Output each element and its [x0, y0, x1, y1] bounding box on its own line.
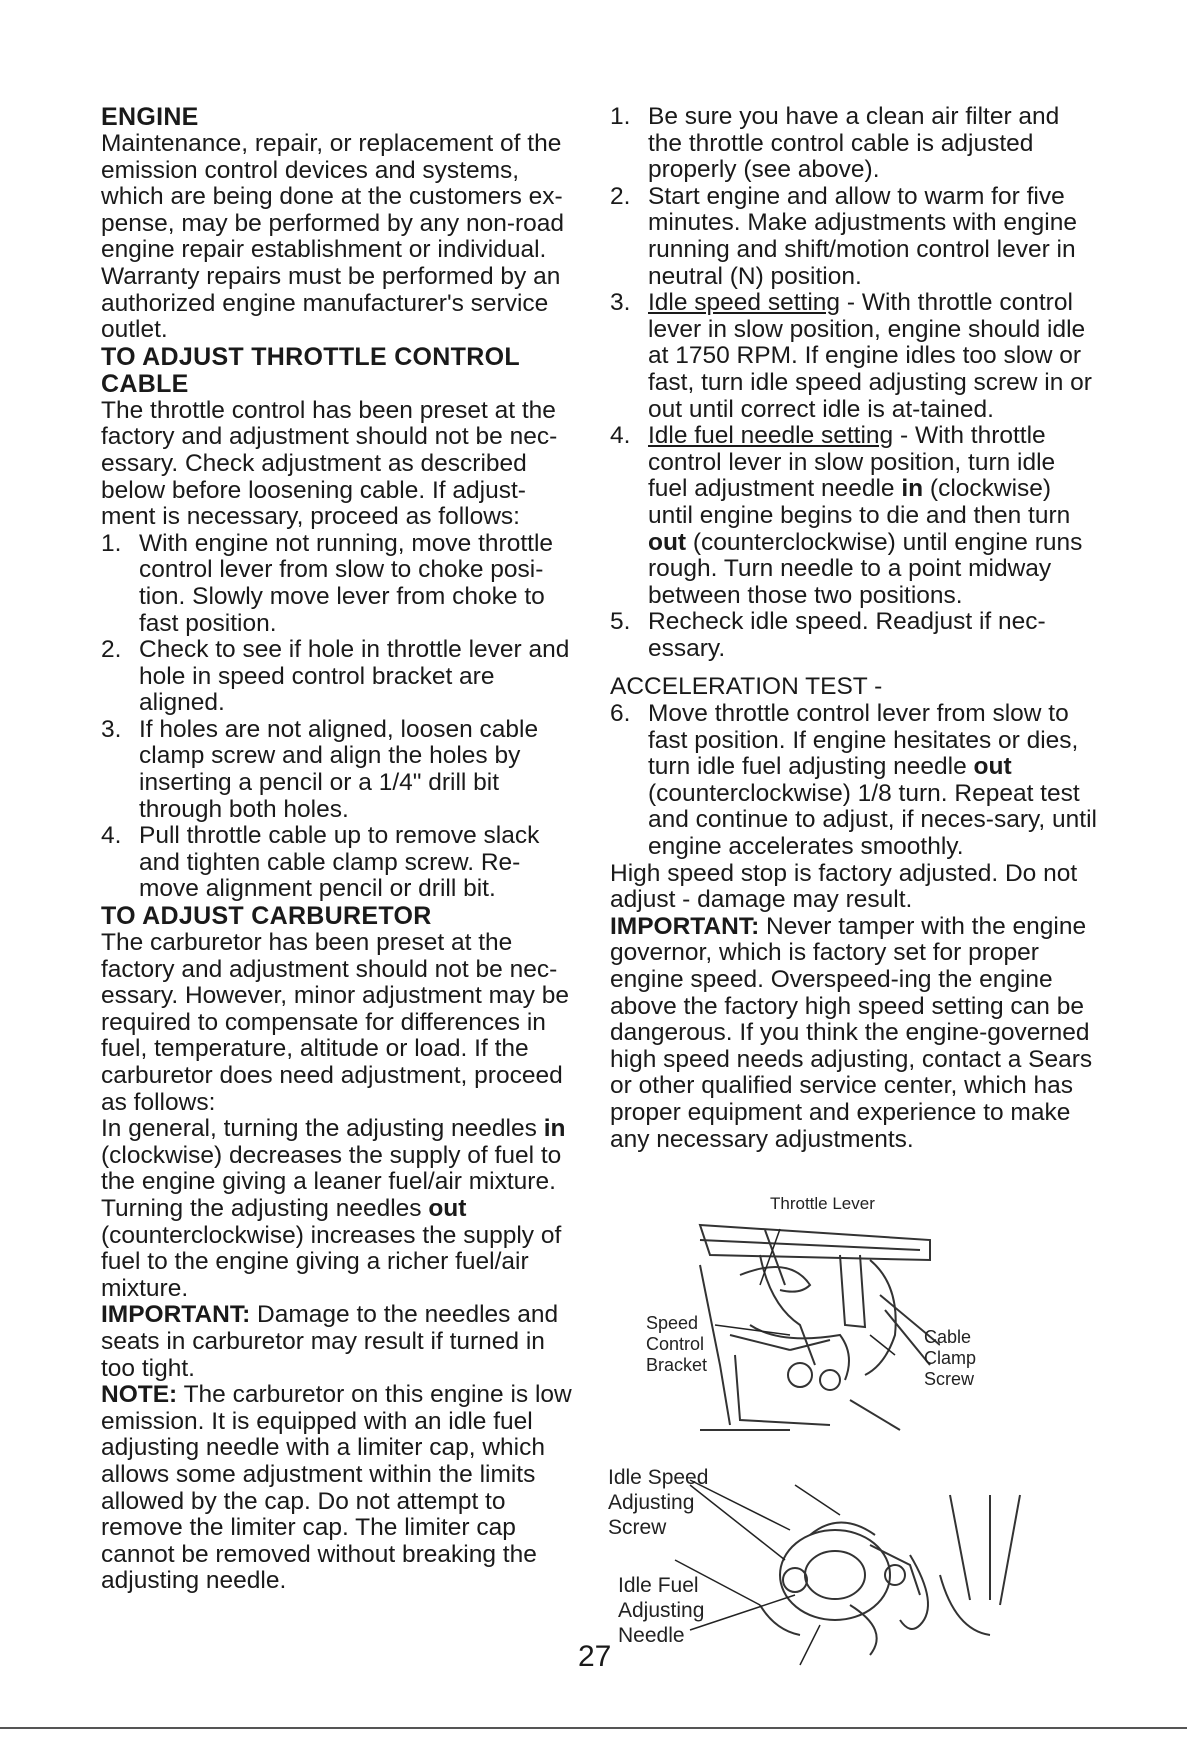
- acceleration-steps: [610, 701, 1100, 861]
- cable-clamp-screw-label: Cable Clamp Screw: [924, 1327, 977, 1389]
- idle-fuel-needle-label: Idle Fuel Adjusting Needle: [618, 1574, 705, 1647]
- list-item: 2. Start engine and allow to warm for five minutes. Make adjustments with engine running and shift/motion control lever in neutral (N) position.: [610, 182, 1077, 290]
- acceleration-heading: ACCELERATION TEST -: [610, 673, 883, 701]
- throttle-steps: [101, 531, 576, 903]
- throttle-paragraph: The throttle control has been preset at the factory and adjustment should not be nec-essary. Check adjustment as described below before loosening cable. If adjust-ment is necessary, proceed as follows:: [101, 396, 558, 531]
- list-item: 3. If holes are not aligned, loosen cable clamp screw and align the holes by inserting a pencil or a 1/4" drill bit through both holes.: [101, 715, 539, 823]
- right-column: [610, 104, 1100, 1153]
- list-item: 3. Idle speed setting - With throttle control lever in slow position, engine should idle at 1750 RPM. If engine idles too slow or fast, turn idle speed adjusting screw in or out until correct idle is at-tained.: [610, 289, 1092, 423]
- page-number: 27: [578, 1640, 612, 1673]
- list-item: 1. Be sure you have a clean air filter and the throttle control cable is adjusted properly (see above).: [610, 103, 1060, 184]
- carburetor-paragraph: The carburetor has been preset at the factory and adjustment should not be nec-essary. However, minor adjustment may be required to compensate for differences in fuel, temperature, altitude or load. If the carburetor does need adjustment, proceed as follows:: [101, 929, 569, 1116]
- important-note: IMPORTANT: Damage to the needles and seats in carburetor may result if turned in too tight.: [101, 1301, 559, 1382]
- governor-important-note: IMPORTANT: Never tamper with the engine governor, which is factory set for proper engine speed. Overspeed-ing the engine above the factory high speed setting can be dangerous. If you think the engine-governed high speed needs adjusting, contact a Sears or other qualified service center, which has proper equipment and experience to make any necessary adjustments.: [610, 912, 1093, 1153]
- speed-control-bracket-label: Speed Control Bracket: [646, 1313, 708, 1375]
- engine-paragraph: Maintenance, repair, or replacement of the emission control devices and systems, which are being done at the customers ex-pense, may be performed by any non-road engine repair establishment or individual. Warranty repairs must be performed by an authorized engine manufacturer's service outlet.: [101, 130, 565, 344]
- left-column: [101, 104, 576, 1595]
- carburetor-steps: [610, 104, 1100, 662]
- list-item: 2. Check to see if hole in throttle lever and hole in speed control bracket are aligned.: [101, 636, 570, 717]
- throttle-heading: TO ADJUST THROTTLE CONTROL CABLE: [101, 342, 520, 398]
- carburetor-heading: TO ADJUST CARBURETOR: [101, 902, 432, 931]
- bottom-rule: [0, 1727, 1187, 1729]
- list-item: 4. Pull throttle cable up to remove slack and tighten cable clamp screw. Re-move alignment pencil or drill bit.: [101, 822, 540, 903]
- high-speed-note: High speed stop is factory adjusted. Do not adjust - damage may result.: [610, 859, 1078, 914]
- throttle-lever-label: Throttle Lever: [770, 1194, 875, 1213]
- carburetor-figure: [610, 1455, 1030, 1675]
- engine-heading: ENGINE: [101, 103, 199, 131]
- list-item: 1. With engine not running, move throttle control lever from slow to choke posi-tion. Slowly move lever from choke to fast position.: [101, 529, 554, 637]
- idle-speed-screw-label: Idle Speed Adjusting Screw: [608, 1466, 709, 1539]
- list-item: 4. Idle fuel needle setting - With throttle control lever in slow position, turn idle fuel adjustment needle in (clockwise) until engine begins to die and then turn out (counterclockwise) until engine runs rough. Turn needle to a point midway between those two positions.: [610, 422, 1083, 609]
- throttle-figure: [640, 1194, 977, 1455]
- list-item: 5. Recheck idle speed. Readjust if nec-essary.: [610, 608, 1046, 662]
- carburetor-note: NOTE: The carburetor on this engine is low emission. It is equipped with an idle fuel adjusting needle with a limiter cap, which allows some adjustment within the limits allowed by the cap. Do not attempt to remove the limiter cap. The limiter cap cannot be removed without breaking the adjusting needle.: [101, 1381, 572, 1595]
- needles-paragraph: In general, turning the adjusting needles in (clockwise) decreases the supply of fuel to the engine giving a leaner fuel/air mixture. Turning the adjusting needles out (counterclockwise) increases the supply of fuel to the engine giving a richer fuel/air mixture.: [101, 1115, 566, 1302]
- list-item: 6. Move throttle control lever from slow to fast position. If engine hesitates or dies, turn idle fuel adjusting needle out (counterclockwise) 1/8 turn. Repeat test and continue to adjust, if neces-sary, until engine accelerates smoothly.: [610, 700, 1097, 861]
